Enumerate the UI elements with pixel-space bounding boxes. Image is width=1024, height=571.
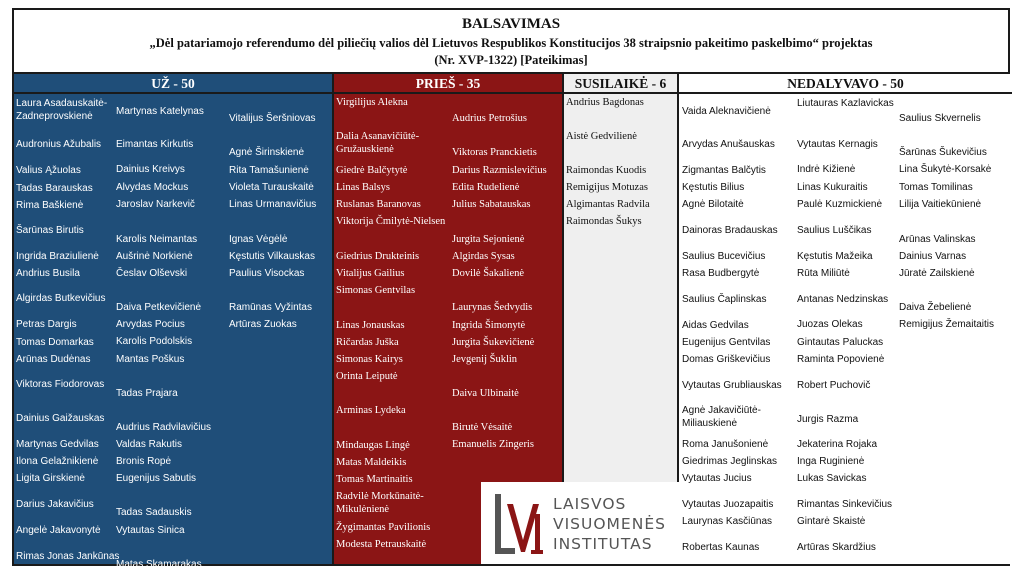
member-name: Tomas Domarkas bbox=[16, 337, 94, 348]
member-name: Viktoras Fiodorovas bbox=[16, 379, 105, 390]
institute-logo bbox=[481, 482, 681, 564]
member-name: Gintautas Paluckas bbox=[797, 337, 884, 348]
member-name: Linas Urmanavičius bbox=[229, 199, 317, 210]
member-name: Linas Jonauskas bbox=[336, 320, 405, 331]
member-name: Laurynas Šedvydis bbox=[452, 302, 533, 313]
member-name: Raimondas Šukys bbox=[566, 216, 642, 227]
member-name: Agnė Širinskienė bbox=[229, 147, 305, 158]
member-name: Petras Dargis bbox=[16, 319, 77, 330]
member-name: Algirdas Butkevičius bbox=[16, 293, 106, 304]
member-name: Šarūnas Šukevičius bbox=[899, 147, 987, 158]
member-name: Simonas Gentvilas bbox=[336, 285, 416, 296]
member-name: Martynas Gedvilas bbox=[16, 439, 99, 450]
member-name: Audrius Petrošius bbox=[452, 113, 527, 124]
member-name: Julius Sabatauskas bbox=[452, 199, 531, 210]
member-name: Tomas Martinaitis bbox=[336, 474, 413, 485]
member-name: Dalia Asanavičiūtė-Gružauskienė bbox=[336, 131, 420, 155]
member-name: Remigijus Motuzas bbox=[566, 182, 648, 193]
member-name: Ingrida Braziulienė bbox=[16, 251, 99, 262]
member-name: Matas Skamarakas bbox=[116, 559, 202, 570]
page-title: BALSAVIMAS bbox=[461, 16, 561, 32]
member-name: Birutė Vėsaitė bbox=[452, 422, 513, 433]
member-name: Vitalijus Šeršniovas bbox=[229, 113, 316, 124]
member-name: Kęstutis Mažeika bbox=[797, 251, 873, 262]
member-name: Ričardas Juška bbox=[336, 337, 399, 348]
member-name: Saulius Skvernelis bbox=[899, 113, 981, 124]
member-name: Karolis Neimantas bbox=[116, 234, 198, 245]
member-name: Laurynas Kasčiūnas bbox=[682, 516, 773, 527]
member-name: Audrius Radvilavičius bbox=[116, 422, 212, 433]
member-name: Ignas Vėgėlė bbox=[229, 234, 288, 245]
member-name: Vaida Aleknavičienė bbox=[682, 106, 771, 117]
table-header bbox=[14, 10, 1008, 74]
member-name: Mindaugas Lingė bbox=[336, 440, 410, 451]
column-header-abstained: SUSILAIKĖ - 6 bbox=[564, 74, 677, 94]
member-name: Ramūnas Vyžintas bbox=[229, 302, 312, 313]
member-name: Eugenijus Gentvilas bbox=[682, 337, 771, 348]
member-name: Tomas Tomilinas bbox=[899, 182, 973, 193]
member-name: Laura Asadauskaitė-Zadneprovskienė bbox=[16, 98, 108, 122]
member-name: Darius Jakavičius bbox=[16, 499, 94, 510]
voting-results-table bbox=[12, 8, 1010, 570]
member-name: Modesta Petrauskaitė bbox=[336, 539, 427, 550]
column-for bbox=[14, 74, 334, 570]
member-name: Algimantas Radvila bbox=[566, 199, 650, 210]
member-name: Tadas Prajara bbox=[116, 388, 178, 399]
member-name: Jurgita Sejonienė bbox=[452, 234, 525, 245]
member-name: Saulius Luščikas bbox=[797, 225, 872, 236]
member-name: Arūnas Valinskas bbox=[899, 234, 976, 245]
member-name: Ligita Girskienė bbox=[16, 473, 85, 484]
member-name: Vytautas Grubliauskas bbox=[682, 380, 782, 391]
member-name: Edita Rudelienė bbox=[452, 182, 520, 193]
member-name: Domas Griškevičius bbox=[682, 354, 771, 365]
member-name: Jevgenij Šuklin bbox=[452, 354, 518, 365]
member-name: Jurgita Šukevičienė bbox=[452, 337, 535, 348]
member-name: Inga Ruginienė bbox=[797, 456, 865, 467]
member-name: Jaroslav Narkevič bbox=[116, 199, 195, 210]
member-name: Giedrimas Jeglinskas bbox=[682, 456, 778, 467]
member-name: Rasa Budbergytė bbox=[682, 268, 760, 279]
member-name: Žygimantas Pavilionis bbox=[336, 522, 431, 533]
bill-reference: (Nr. XVP-1322) [Pateikimas] bbox=[434, 53, 588, 67]
column-header-not-participated: NEDALYVAVO - 50 bbox=[679, 74, 1012, 94]
member-name: Rimas Jonas Jankūnas bbox=[16, 551, 120, 562]
member-name: Tadas Barauskas bbox=[16, 183, 93, 194]
member-name: Valius Ąžuolas bbox=[16, 165, 81, 176]
member-name: Arvydas Pocius bbox=[116, 319, 185, 330]
column-header-against: PRIEŠ - 35 bbox=[334, 74, 562, 94]
member-name: Martynas Katelynas bbox=[116, 106, 204, 117]
member-name: Šarūnas Birutis bbox=[16, 225, 84, 236]
member-name: Simonas Kairys bbox=[336, 354, 403, 365]
logo-wordmark bbox=[553, 494, 666, 554]
member-name: Artūras Skardžius bbox=[797, 542, 876, 553]
member-name: Antanas Nedzinskas bbox=[797, 294, 889, 305]
member-name: Eimantas Kirkutis bbox=[116, 139, 194, 150]
column-not-participated bbox=[679, 74, 1012, 564]
member-name: Emanuelis Zingeris bbox=[452, 439, 534, 450]
member-name: Aidas Gedvilas bbox=[682, 320, 749, 331]
member-name: Gintarė Skaistė bbox=[797, 516, 866, 527]
member-name: Vytautas Juozapaitis bbox=[682, 499, 774, 510]
member-name: Česlav Olševski bbox=[116, 268, 188, 279]
member-name: Orinta Leiputė bbox=[336, 371, 398, 382]
member-name: Linas Balsys bbox=[336, 182, 390, 193]
member-name: Algirdas Sysas bbox=[452, 251, 515, 262]
member-name: Daiva Petkevičienė bbox=[116, 302, 202, 313]
member-name: Radvilė Morkūnaitė-Mikulėnienė bbox=[336, 491, 424, 515]
member-name: Paulius Visockas bbox=[229, 268, 305, 279]
logo-line-3: INSTITUTAS bbox=[553, 535, 653, 553]
bill-title: „Dėl patariamojo referendumo dėl piliečių valios dėl Lietuvos Respublikos Konstitucijos 38 straipsnio pakeitimo paskelbimo“ projektas bbox=[149, 36, 873, 50]
member-name: Raimondas Kuodis bbox=[566, 165, 647, 176]
member-name: Zigmantas Balčytis bbox=[682, 165, 766, 176]
member-name: Robert Puchovič bbox=[797, 380, 871, 391]
member-name: Vytautas Kernagis bbox=[797, 139, 878, 150]
member-name: Aistė Gedvilienė bbox=[566, 131, 637, 142]
member-name: Juozas Olekas bbox=[797, 319, 863, 330]
logo-line-2: VISUOMENĖS bbox=[553, 515, 666, 533]
member-name: Eugenijus Sabutis bbox=[116, 473, 197, 484]
member-name: Angelė Jakavonytė bbox=[16, 525, 101, 536]
member-name: Remigijus Žemaitaitis bbox=[899, 319, 995, 330]
member-name: Paulė Kuzmickienė bbox=[797, 199, 883, 210]
member-name: Darius Razmislevičius bbox=[452, 165, 547, 176]
member-name: Valdas Rakutis bbox=[116, 439, 182, 450]
member-name: Ilona Gelažnikienė bbox=[16, 456, 99, 467]
member-name: Jurgis Razma bbox=[797, 414, 859, 425]
member-name: Vitalijus Gailius bbox=[336, 268, 405, 279]
member-name: Robertas Kaunas bbox=[682, 542, 760, 553]
member-name: Arūnas Dudėnas bbox=[16, 354, 91, 365]
member-name: Dainius Kreivys bbox=[116, 164, 185, 175]
member-name: Linas Kukuraitis bbox=[797, 182, 868, 193]
member-name: Rita Tamašunienė bbox=[229, 165, 309, 176]
member-name: Violeta Turauskaitė bbox=[229, 182, 314, 193]
member-name: Audronius Ažubalis bbox=[16, 139, 102, 150]
member-name: Ingrida Šimonytė bbox=[452, 320, 526, 331]
member-name: Lina Šukytė-Korsakė bbox=[899, 164, 992, 175]
member-name: Alvydas Mockus bbox=[116, 182, 189, 193]
member-name: Jūratė Zailskienė bbox=[899, 268, 975, 279]
member-name: Viktorija Čmilytė-Nielsen bbox=[336, 216, 446, 227]
member-name: Lukas Savickas bbox=[797, 473, 867, 484]
member-name: Ruslanas Baranovas bbox=[336, 199, 421, 210]
member-name: Aušrinė Norkienė bbox=[116, 251, 193, 262]
member-name: Jekaterina Rojaka bbox=[797, 439, 878, 450]
member-name: Karolis Podolskis bbox=[116, 336, 193, 347]
member-name: Vytautas Jucius bbox=[682, 473, 752, 484]
member-name: Arminas Lydeka bbox=[336, 405, 406, 416]
member-name: Artūras Zuokas bbox=[229, 319, 297, 330]
member-name: Liutauras Kazlavickas bbox=[797, 98, 894, 109]
member-name: Rūta Miliūtė bbox=[797, 268, 850, 279]
member-name: Vytautas Sinica bbox=[116, 525, 185, 536]
logo-line-1: LAISVOS bbox=[553, 495, 627, 513]
member-name: Rima Baškienė bbox=[16, 200, 84, 211]
member-name: Giedrius Drukteinis bbox=[336, 251, 420, 262]
member-name: Saulius Čaplinskas bbox=[682, 294, 767, 305]
member-name: Lilija Vaitiekūnienė bbox=[899, 199, 982, 210]
lvi-monogram-icon bbox=[489, 490, 545, 558]
member-name: Arvydas Anušauskas bbox=[682, 139, 775, 150]
member-name: Virgilijus Alekna bbox=[336, 97, 408, 108]
member-name: Roma Janušonienė bbox=[682, 439, 769, 450]
member-name: Kęstutis Bilius bbox=[682, 182, 745, 193]
member-name: Matas Maldeikis bbox=[336, 457, 407, 468]
member-name: Daiva Ulbinaitė bbox=[452, 388, 519, 399]
member-name: Kęstutis Vilkauskas bbox=[229, 251, 315, 262]
member-name: Giedrė Balčytytė bbox=[336, 165, 408, 176]
member-name: Agnė Bilotaitė bbox=[682, 199, 744, 210]
member-name: Daiva Žebelienė bbox=[899, 302, 972, 313]
member-name: Agnė Jakavičiūtė-Miliauskienė bbox=[682, 405, 761, 429]
member-name: Dainoras Bradauskas bbox=[682, 225, 778, 236]
member-name: Andrius Bagdonas bbox=[566, 97, 644, 108]
member-name: Raminta Popovienė bbox=[797, 354, 885, 365]
member-name: Dainius Gaižauskas bbox=[16, 413, 105, 424]
member-name: Tadas Sadauskis bbox=[116, 507, 192, 518]
member-name: Indrė Kižienė bbox=[797, 164, 856, 175]
member-name: Mantas Poškus bbox=[116, 354, 185, 365]
column-header-for: UŽ - 50 bbox=[14, 74, 332, 94]
member-name: Dainius Varnas bbox=[899, 251, 967, 262]
member-name: Andrius Busila bbox=[16, 268, 80, 279]
member-name: Viktoras Pranckietis bbox=[452, 147, 537, 158]
member-name: Dovilė Šakalienė bbox=[452, 268, 525, 279]
member-name: Rimantas Sinkevičius bbox=[797, 499, 893, 510]
member-name: Bronis Ropė bbox=[116, 456, 172, 467]
member-name: Saulius Bucevičius bbox=[682, 251, 766, 262]
